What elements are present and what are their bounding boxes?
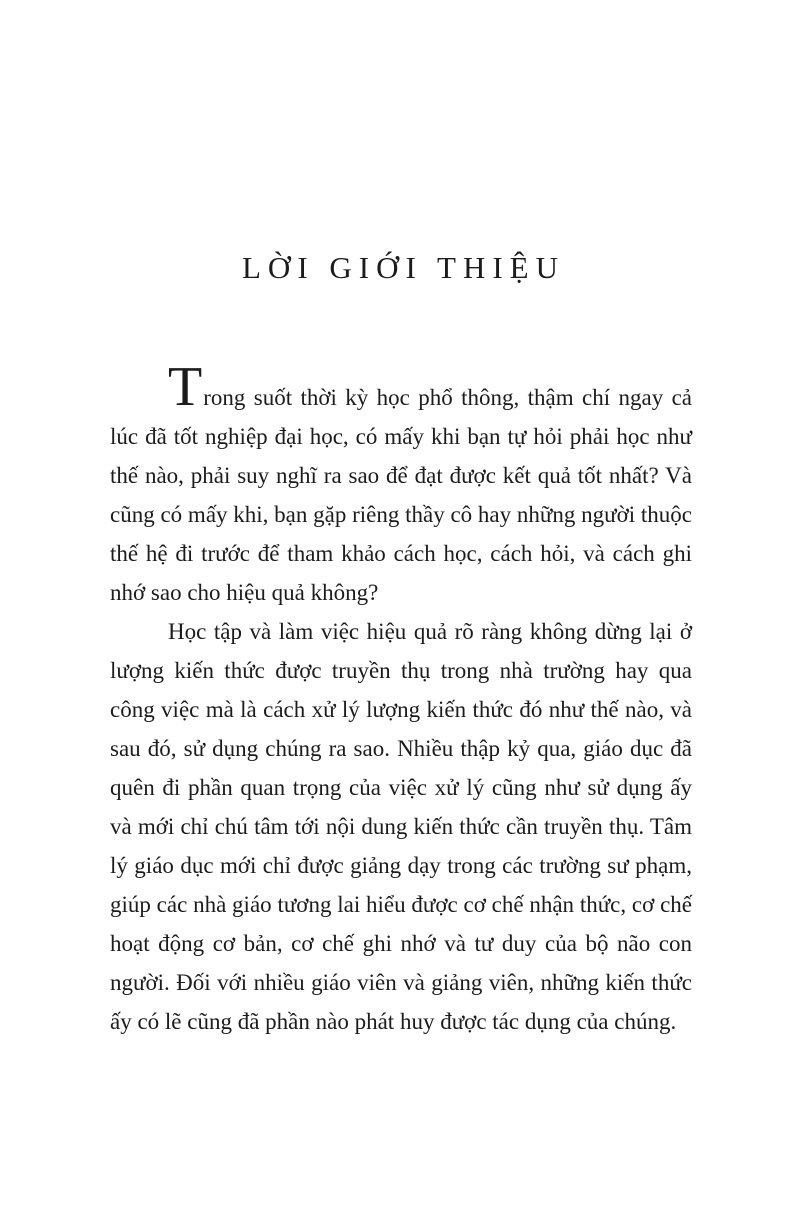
paragraph-intro-text: rong suốt thời kỳ học phổ thông, thậm chí ngay cả lúc đã tốt nghiệp đại học, có mấy khi bạn tự hỏi phải học như thế nào, phải suy nghĩ ra sao để đạt được kết quả tốt nhất? Và cũng có mấy khi, bạn gặp riêng thầy cô hay những người thuộc thế hệ đi trước để tham khảo cách học, cách hỏi, và cách ghi nhớ sao cho hiệu quả không? [110,385,692,605]
paragraph-body: Học tập và làm việc hiệu quả rõ ràng không dừng lại ở lượng kiến thức được truyền thụ trong nhà trường hay qua công việc mà là cách xử lý lượng kiến thức đó như thế nào, và sau đó, sử dụng chúng ra sao. Nhiều thập kỷ qua, giáo dục đã quên đi phần quan trọng của việc xử lý cũng như sử dụng ấy và mới chỉ chú tâm tới nội dung kiến thức cần truyền thụ. Tâm lý giáo dục mới chỉ được giảng dạy trong các trường sư phạm, giúp các nhà giáo tương lai hiểu được cơ chế nhận thức, cơ chế hoạt động cơ bản, cơ chế ghi nhớ và tư duy của bộ não con người. Đối với nhiều giáo viên và giảng viên, những kiến thức ấy có lẽ cũng đã phần nào phát huy được tác dụng của chúng. [110,619,692,1034]
raised-initial-letter: T [168,356,204,418]
paragraph-intro [110,356,692,612]
page-body [110,356,692,1041]
chapter-title: LỜI GIỚI THIỆU [242,250,565,285]
